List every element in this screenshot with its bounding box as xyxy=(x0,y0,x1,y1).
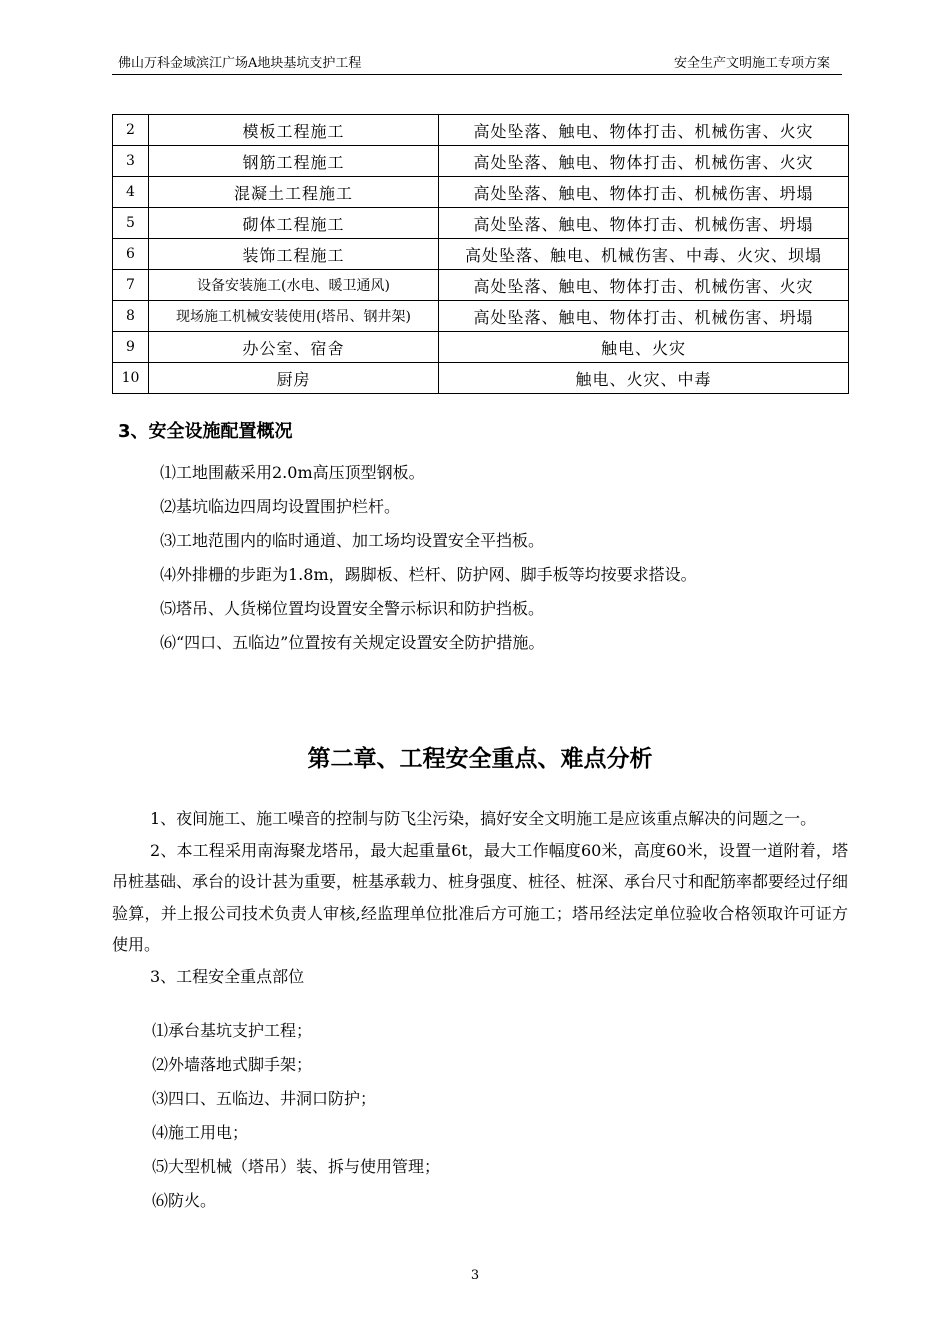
row-number: 9 xyxy=(113,332,149,363)
list-item: ⑸大型机械（塔吊）装、拆与使用管理； xyxy=(152,1157,441,1176)
table-row xyxy=(113,363,849,394)
list-item: ⑴承台基坑支护工程； xyxy=(152,1021,313,1040)
row-number: 6 xyxy=(113,239,149,270)
list-item: ⑵外墙落地式脚手架； xyxy=(152,1055,313,1074)
table-row xyxy=(113,239,849,270)
table-row xyxy=(113,115,849,146)
list-item: ⑷施工用电； xyxy=(152,1123,249,1142)
table-row xyxy=(113,146,849,177)
work-item: 模板工程施工 xyxy=(149,115,439,146)
safety-facilities-list xyxy=(160,456,850,660)
hazard-types: 高处坠落、触电、物体打击、机械伤害、坍塌 xyxy=(439,301,849,332)
row-number: 3 xyxy=(113,146,149,177)
row-number: 8 xyxy=(113,301,149,332)
paragraph: 3、工程安全重点部位 xyxy=(150,966,305,986)
work-item: 钢筋工程施工 xyxy=(149,146,439,177)
table-row xyxy=(113,177,849,208)
page-number: 3 xyxy=(470,1268,480,1283)
row-number: 2 xyxy=(113,115,149,146)
list-item: ⑶四口、五临边、井洞口防护； xyxy=(152,1089,377,1108)
table-row xyxy=(113,270,849,301)
header-document-title: 安全生产文明施工专项方案 xyxy=(673,56,830,71)
work-item: 办公室、宿舍 xyxy=(149,332,439,363)
hazard-types: 高处坠落、触电、机械伤害、中毒、火灾、坝塌 xyxy=(439,239,849,270)
key-parts-list xyxy=(152,1014,440,1218)
section-heading: 3、安全设施配置概况 xyxy=(118,421,293,442)
paragraph: 1、夜间施工、施工噪音的控制与防飞尘污染，搞好安全文明施工是应该重点解决的问题之一。 xyxy=(150,809,817,828)
row-number: 7 xyxy=(113,270,149,301)
header-project-title: 佛山万科金域滨江广场A地块基坑支护工程 xyxy=(118,56,362,71)
paragraph: 2、本工程采用南海聚龙塔吊，最大起重量6t，最大工作幅度60米，高度60米，设置一道附着，塔吊桩基础、承台的设计甚为重要，桩基承载力、桩身强度、桩径、桩深、承台尺寸和配筋率都要经过仔细验算，并上报公司技术负责人审核,经监理单位批准后方可施工；塔吊经法定单位验收合格领取许可证方使用。 xyxy=(112,840,849,954)
hazard-types: 高处坠落、触电、物体打击、机械伤害、坍塌 xyxy=(439,177,849,208)
hazard-types: 触电、火灾 xyxy=(439,332,849,363)
work-item: 现场施工机械安装使用(塔吊、钢井架) xyxy=(149,301,439,332)
hazard-types: 触电、火灾、中毒 xyxy=(439,363,849,394)
work-item: 装饰工程施工 xyxy=(149,239,439,270)
list-item: ⑹防火。 xyxy=(152,1191,217,1210)
work-item: 砌体工程施工 xyxy=(149,208,439,239)
hazard-types: 高处坠落、触电、物体打击、机械伤害、坍塌 xyxy=(439,208,849,239)
table-row xyxy=(113,301,849,332)
table-row xyxy=(113,208,849,239)
analysis-paragraphs xyxy=(112,803,848,992)
list-item: ⑶工地范围内的临时通道、加工场均设置安全平挡板。 xyxy=(160,531,545,550)
hazard-types: 高处坠落、触电、物体打击、机械伤害、火灾 xyxy=(439,115,849,146)
work-item: 厨房 xyxy=(149,363,439,394)
list-item: ⑸塔吊、人货梯位置均设置安全警示标识和防护挡板。 xyxy=(160,599,545,618)
row-number: 5 xyxy=(113,208,149,239)
list-item: ⑵基坑临边四周均设置围护栏杆。 xyxy=(160,497,401,516)
row-number: 10 xyxy=(113,363,149,394)
list-item: ⑹“四口、五临边”位置按有关规定设置安全防护措施。 xyxy=(160,633,545,652)
hazard-types: 高处坠落、触电、物体打击、机械伤害、火灾 xyxy=(439,270,849,301)
hazard-table xyxy=(112,114,849,394)
list-item: ⑴工地围蔽采用2.0m高压顶型钢板。 xyxy=(160,463,425,482)
page-header xyxy=(112,54,842,75)
work-item: 设备安装施工(水电、暖卫通风) xyxy=(149,270,439,301)
hazard-types: 高处坠落、触电、物体打击、机械伤害、火灾 xyxy=(439,146,849,177)
row-number: 4 xyxy=(113,177,149,208)
table-row xyxy=(113,332,849,363)
list-item: ⑷外排栅的步距为1.8m，踢脚板、栏杆、防护网、脚手板等均按要求搭设。 xyxy=(160,565,697,584)
work-item: 混凝土工程施工 xyxy=(149,177,439,208)
chapter-title: 第二章、工程安全重点、难点分析 xyxy=(307,746,653,772)
